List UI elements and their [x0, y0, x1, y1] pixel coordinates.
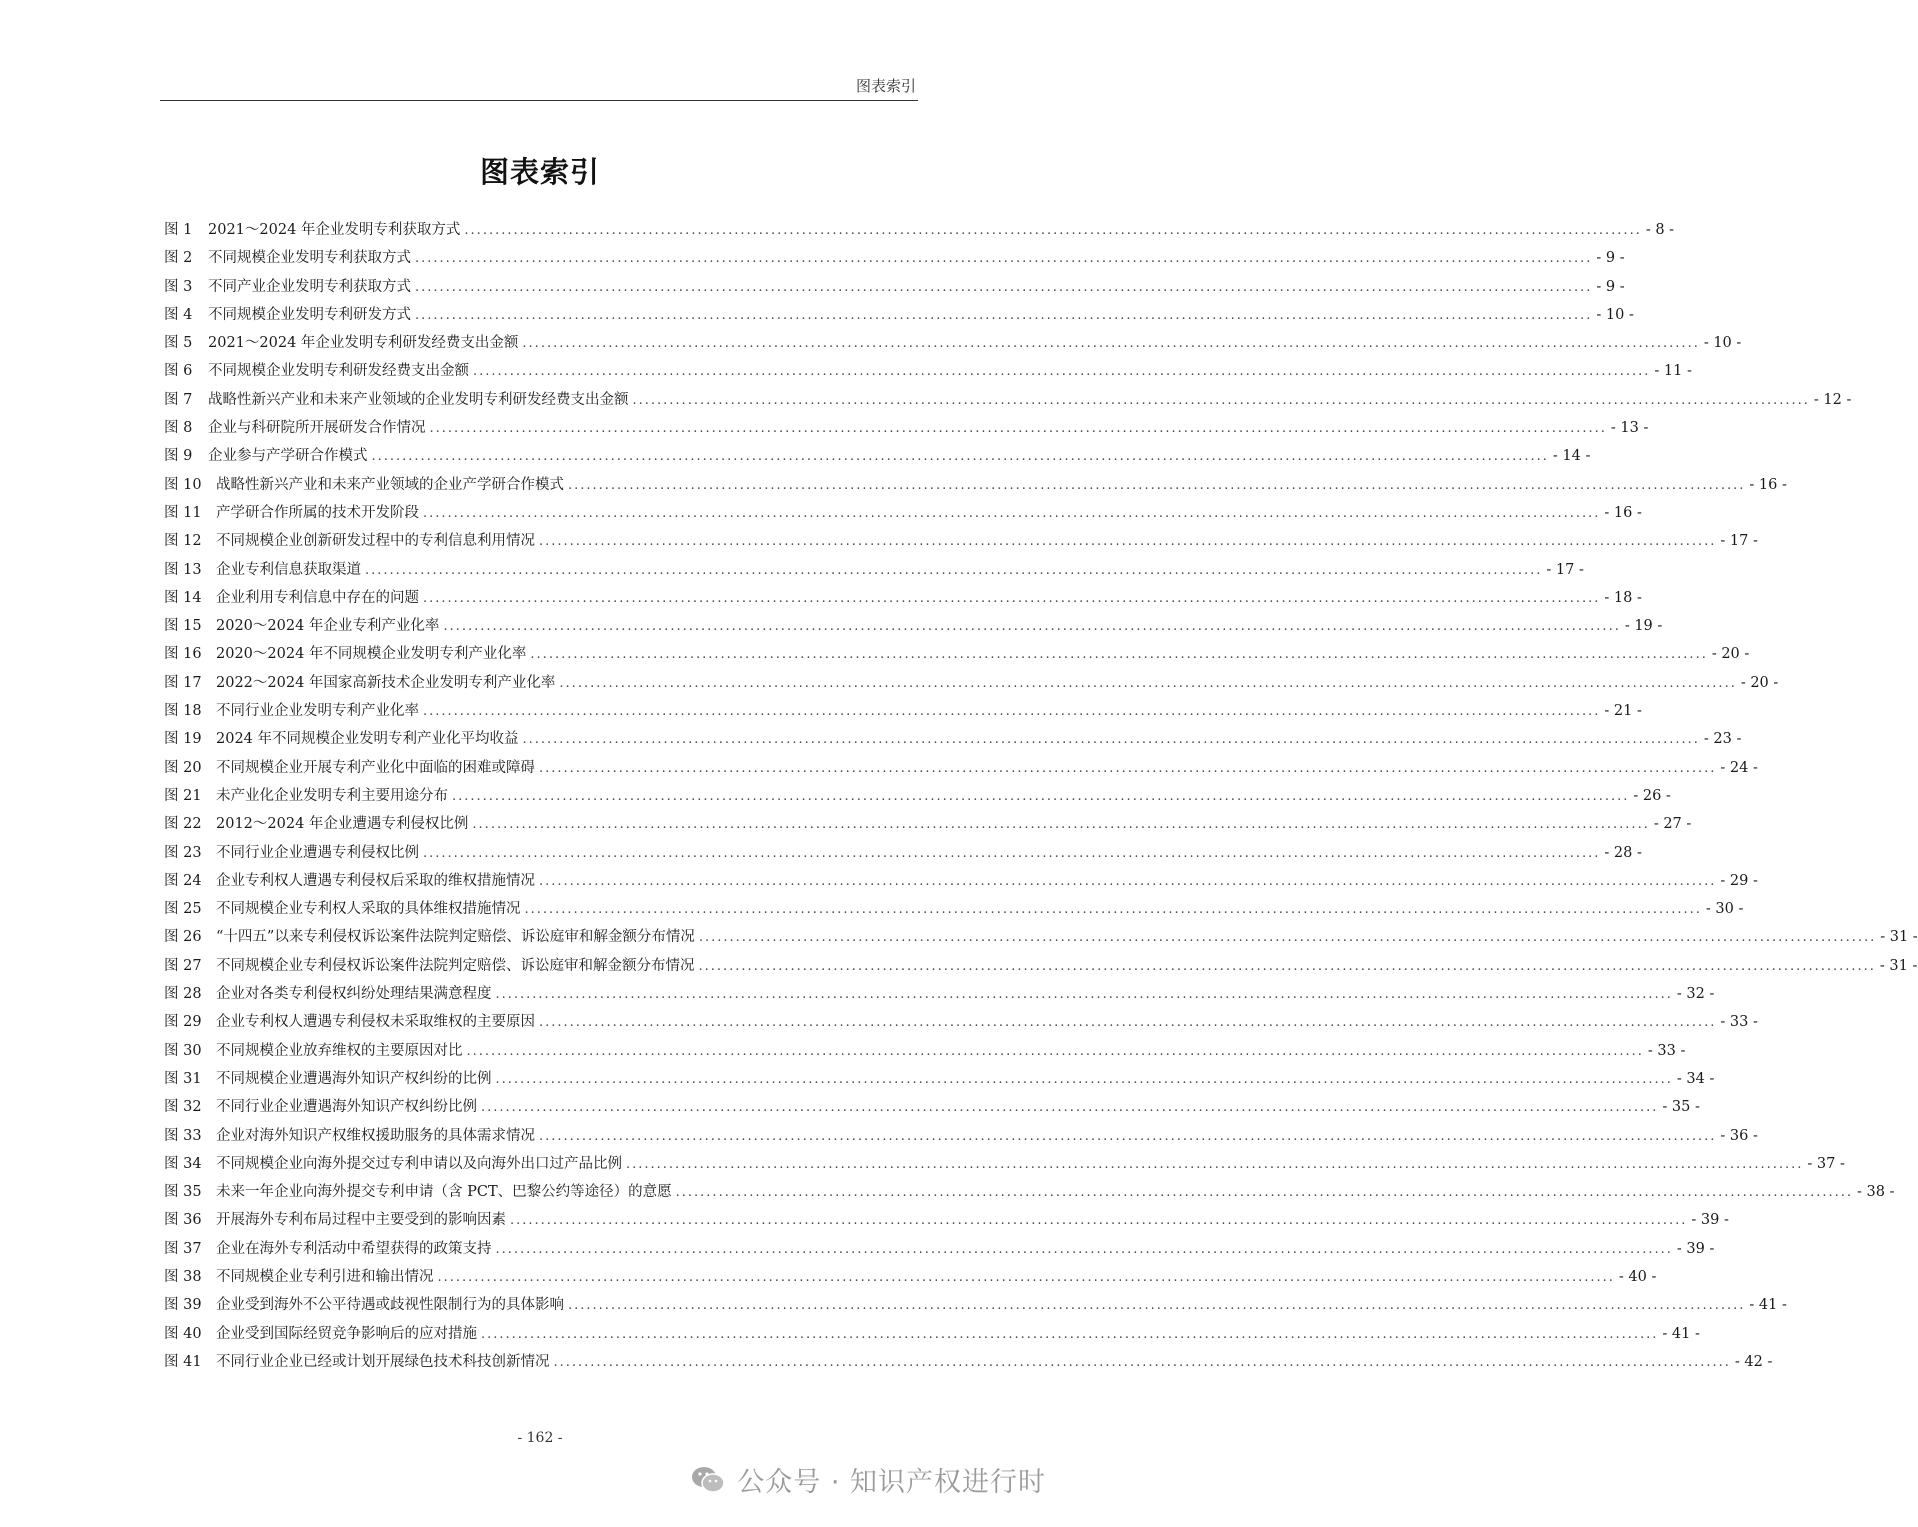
- toc-entry: [164, 1291, 1787, 1319]
- figure-title: 不同规模企业向海外提交过专利申请以及向海外出口过产品比例: [216, 1155, 622, 1172]
- figure-number: 图 19: [164, 731, 202, 748]
- dot-leader: [523, 726, 1700, 754]
- toc-entry: [164, 1150, 1845, 1178]
- figure-title: 企业对海外知识产权维权援助服务的具体需求情况: [216, 1127, 535, 1144]
- figure-number: 图 16: [164, 646, 202, 663]
- figure-number: 图 10: [164, 476, 202, 493]
- page-number: - 162 -: [517, 1430, 563, 1446]
- toc-entry: [164, 1065, 1715, 1093]
- figure-page: - 35 -: [1662, 1099, 1700, 1116]
- figure-number: 图 13: [164, 561, 202, 578]
- toc-entry: [164, 810, 1692, 838]
- figure-title: 开展海外专利布局过程中主要受到的影响因素: [216, 1212, 506, 1229]
- figure-page: - 33 -: [1720, 1014, 1758, 1031]
- dot-leader: [473, 358, 1650, 386]
- toc-entry: [164, 471, 1787, 499]
- dot-leader: [496, 1236, 1673, 1264]
- toc-entry: [164, 839, 1642, 867]
- toc-entry: [164, 301, 1634, 329]
- toc-entry: [164, 952, 1918, 980]
- figure-title: 不同规模企业创新研发过程中的专利信息利用情况: [216, 533, 535, 550]
- figure-title: 2024 年不同规模企业发明专利产业化平均收益: [216, 731, 519, 748]
- toc-entry: [164, 612, 1663, 640]
- dot-leader: [539, 1123, 1716, 1151]
- figure-number: 图 8: [164, 420, 193, 437]
- figure-page: - 10 -: [1703, 335, 1742, 352]
- figure-title: 未来一年企业向海外提交专利申请（含 PCT、巴黎公约等途径）的意愿: [216, 1184, 672, 1201]
- figure-number: 图 29: [164, 1014, 202, 1031]
- dot-leader: [496, 1066, 1673, 1094]
- figure-page: - 36 -: [1720, 1127, 1758, 1144]
- figure-title: 2020～2024 年不同规模企业发明专利产业化率: [216, 646, 527, 663]
- figure-number: 图 40: [164, 1325, 202, 1342]
- figure-number: 图 24: [164, 872, 202, 889]
- toc-entry: [164, 923, 1918, 951]
- toc-entry: [164, 782, 1671, 810]
- figure-page: - 31 -: [1880, 929, 1918, 946]
- figure-number: 图 6: [164, 363, 193, 380]
- figure-title: 不同产业企业发明专利获取方式: [208, 278, 411, 295]
- figure-title: 2012～2024 年企业遭遇专利侵权比例: [216, 816, 469, 833]
- watermark: [691, 1460, 1046, 1499]
- toc-entry: [164, 1122, 1758, 1150]
- toc-entry: [164, 895, 1744, 923]
- figure-title: 2021～2024 年企业发明专利研发经费支出金额: [208, 335, 519, 352]
- toc-entry: [164, 980, 1715, 1008]
- figure-number: 图 39: [164, 1297, 202, 1314]
- figure-number: 图 4: [164, 306, 193, 323]
- toc-entry: [164, 1037, 1686, 1065]
- figure-number: 图 32: [164, 1099, 202, 1116]
- figure-number: 图 17: [164, 674, 202, 691]
- toc-entry: [164, 1348, 1773, 1376]
- toc-entry: [164, 640, 1750, 668]
- figure-number: 图 15: [164, 618, 202, 635]
- dot-leader: [423, 500, 1600, 528]
- figure-title: 企业受到国际经贸竞争影响后的应对措施: [216, 1325, 477, 1342]
- figure-title: 不同规模企业发明专利研发经费支出金额: [208, 363, 469, 380]
- running-header: [160, 74, 918, 101]
- dot-leader: [699, 924, 1876, 952]
- dot-leader: [452, 783, 1629, 811]
- dot-leader: [423, 840, 1600, 868]
- figure-title: 不同规模企业专利引进和输出情况: [216, 1268, 434, 1285]
- dot-leader: [676, 1179, 1853, 1207]
- dot-leader: [438, 1264, 1615, 1292]
- dot-leader: [539, 528, 1716, 556]
- figure-title: 不同规模企业放弃维权的主要原因对比: [216, 1042, 463, 1059]
- figure-number: 图 7: [164, 391, 193, 408]
- figure-index-list: [164, 216, 1918, 1376]
- toc-entry: [164, 754, 1758, 782]
- dot-leader: [539, 868, 1716, 896]
- toc-entry: [164, 867, 1758, 895]
- figure-page: - 10 -: [1596, 306, 1634, 323]
- dot-leader: [423, 585, 1600, 613]
- toc-entry: [164, 244, 1625, 272]
- figure-page: - 9 -: [1596, 250, 1625, 267]
- figure-page: - 41 -: [1749, 1297, 1787, 1314]
- figure-page: - 34 -: [1676, 1070, 1715, 1087]
- figure-page: - 17 -: [1720, 533, 1758, 550]
- dot-leader: [464, 217, 1641, 245]
- figure-page: - 16 -: [1749, 476, 1787, 493]
- figure-number: 图 14: [164, 589, 202, 606]
- dot-leader: [539, 755, 1716, 783]
- figure-number: 图 5: [164, 335, 193, 352]
- figure-page: - 13 -: [1610, 420, 1649, 437]
- dot-leader: [554, 1349, 1731, 1377]
- figure-page: - 26 -: [1633, 787, 1671, 804]
- dot-leader: [481, 1321, 1658, 1349]
- figure-title: 不同规模企业发明专利研发方式: [208, 306, 411, 323]
- dot-leader: [568, 472, 1745, 500]
- toc-entry: [164, 725, 1742, 753]
- dot-leader: [372, 443, 1549, 471]
- figure-title: 企业在海外专利活动中希望获得的政策支持: [216, 1240, 492, 1257]
- dot-leader: [415, 245, 1592, 273]
- toc-entry: [164, 1235, 1715, 1263]
- figure-title: 不同行业企业遭遇专利侵权比例: [216, 844, 419, 861]
- dot-leader: [522, 330, 1699, 358]
- figure-title: 企业专利权人遭遇专利侵权未采取维权的主要原因: [216, 1014, 535, 1031]
- figure-page: - 24 -: [1720, 759, 1758, 776]
- dot-leader: [633, 387, 1810, 415]
- figure-title: 不同行业企业已经或计划开展绿色技术科技创新情况: [216, 1353, 550, 1370]
- toc-entry: [164, 527, 1758, 555]
- figure-number: 图 12: [164, 533, 202, 550]
- figure-number: 图 25: [164, 901, 202, 918]
- figure-page: - 39 -: [1691, 1212, 1729, 1229]
- dot-leader: [525, 896, 1702, 924]
- figure-page: - 30 -: [1705, 901, 1744, 918]
- figure-number: 图 2: [164, 250, 193, 267]
- figure-title: 企业与科研院所开展研发合作情况: [208, 420, 426, 437]
- figure-title: 不同行业企业遭遇海外知识产权纠纷比例: [216, 1099, 477, 1116]
- figure-title: 2020～2024 年企业专利产业化率: [216, 618, 440, 635]
- figure-page: - 32 -: [1676, 986, 1715, 1003]
- figure-title: 不同规模企业发明专利获取方式: [208, 250, 411, 267]
- figure-page: - 39 -: [1676, 1240, 1715, 1257]
- figure-page: - 23 -: [1703, 731, 1742, 748]
- figure-title: 企业对各类专利侵权纠纷处理结果满意程度: [216, 986, 492, 1003]
- figure-page: - 28 -: [1604, 844, 1642, 861]
- dot-leader: [430, 415, 1607, 443]
- figure-page: - 29 -: [1720, 872, 1758, 889]
- figure-page: - 8 -: [1645, 222, 1675, 238]
- figure-page: - 20 -: [1711, 646, 1750, 663]
- toc-entry: [164, 329, 1742, 357]
- page-title: 图表索引: [479, 155, 600, 189]
- figure-number: 图 27: [164, 957, 202, 974]
- watermark-text: 公众号 · 知识产权进行时: [737, 1467, 1046, 1498]
- figure-page: - 33 -: [1647, 1042, 1686, 1059]
- figure-title: “十四五”以来专利侵权诉讼案件法院判定赔偿、诉讼庭审和解金额分布情况: [216, 929, 695, 946]
- figure-page: - 19 -: [1624, 618, 1663, 635]
- figure-title: 不同行业企业发明专利产业化率: [216, 703, 419, 720]
- figure-number: 图 34: [164, 1155, 202, 1172]
- dot-leader: [539, 1009, 1716, 1037]
- figure-page: - 27 -: [1653, 816, 1692, 833]
- dot-leader: [423, 698, 1600, 726]
- toc-entry: [164, 442, 1591, 470]
- figure-title: 不同规模企业专利权人采取的具体维权措施情况: [216, 901, 521, 918]
- figure-page: - 18 -: [1604, 589, 1642, 606]
- figure-title: 企业专利权人遭遇专利侵权后采取的维权措施情况: [216, 872, 535, 889]
- figure-number: 图 21: [164, 787, 202, 804]
- figure-page: - 41 -: [1662, 1325, 1700, 1342]
- toc-entry: [164, 414, 1649, 442]
- dot-leader: [559, 670, 1736, 698]
- figure-number: 图 23: [164, 844, 202, 861]
- toc-entry: [164, 584, 1642, 612]
- figure-title: 战略性新兴产业和未来产业领域的企业发明专利研发经费支出金额: [208, 391, 629, 408]
- figure-title: 未产业化企业发明专利主要用途分布: [216, 787, 448, 804]
- figure-page: - 11 -: [1654, 363, 1692, 380]
- dot-leader: [626, 1151, 1803, 1179]
- figure-number: 图 37: [164, 1240, 202, 1257]
- figure-number: 图 41: [164, 1353, 202, 1370]
- figure-number: 图 9: [164, 448, 193, 465]
- wechat-icon: [691, 1465, 725, 1495]
- dot-leader: [443, 613, 1620, 641]
- running-header-title: 图表索引: [855, 77, 916, 95]
- figure-page: - 16 -: [1604, 504, 1642, 521]
- dot-leader: [415, 302, 1592, 330]
- figure-title: 企业利用专利信息中存在的问题: [216, 589, 419, 606]
- dot-leader: [467, 1038, 1644, 1066]
- dot-leader: [365, 557, 1542, 585]
- toc-entry: [164, 556, 1584, 584]
- figure-page: - 12 -: [1813, 391, 1852, 408]
- toc-entry: [164, 1320, 1700, 1348]
- dot-leader: [481, 1094, 1658, 1122]
- dot-leader: [472, 811, 1649, 839]
- figure-title: 企业受到海外不公平待遇或歧视性限制行为的具体影响: [216, 1297, 564, 1314]
- figure-number: 图 31: [164, 1070, 202, 1087]
- figure-page: - 17 -: [1546, 561, 1584, 578]
- dot-leader: [699, 953, 1876, 981]
- toc-entry: [164, 1178, 1895, 1206]
- toc-entry: [164, 1093, 1700, 1121]
- figure-number: 图 35: [164, 1184, 202, 1201]
- figure-number: 图 28: [164, 986, 202, 1003]
- figure-number: 图 1: [164, 222, 193, 238]
- dot-leader: [415, 274, 1592, 302]
- toc-entry: [164, 1206, 1729, 1234]
- figure-title: 不同规模企业遭遇海外知识产权纠纷的比例: [216, 1070, 492, 1087]
- toc-entry: [164, 216, 1675, 244]
- figure-page: - 9 -: [1596, 278, 1625, 295]
- figure-page: - 37 -: [1807, 1155, 1845, 1172]
- dot-leader: [510, 1207, 1687, 1235]
- figure-page: - 21 -: [1604, 703, 1642, 720]
- figure-number: 图 22: [164, 816, 202, 833]
- figure-number: 图 20: [164, 759, 202, 776]
- figure-number: 图 30: [164, 1042, 202, 1059]
- figure-title: 2022～2024 年国家高新技术企业发明专利产业化率: [216, 674, 556, 691]
- toc-entry: [164, 669, 1779, 697]
- dot-leader: [530, 641, 1707, 669]
- figure-title: 2021～2024 年企业发明专利获取方式: [208, 222, 461, 238]
- figure-number: 图 18: [164, 703, 202, 720]
- figure-number: 图 36: [164, 1212, 202, 1229]
- figure-number: 图 26: [164, 929, 202, 946]
- figure-title: 产学研合作所属的技术开发阶段: [216, 504, 419, 521]
- figure-page: - 20 -: [1740, 674, 1779, 691]
- dot-leader: [568, 1292, 1745, 1320]
- toc-entry: [164, 697, 1642, 725]
- figure-number: 图 3: [164, 278, 193, 295]
- toc-entry: [164, 499, 1642, 527]
- figure-number: 图 11: [164, 504, 202, 521]
- toc-entry: [164, 386, 1852, 414]
- toc-entry: [164, 1008, 1758, 1036]
- figure-number: 图 38: [164, 1268, 202, 1285]
- figure-page: - 42 -: [1734, 1353, 1773, 1370]
- figure-title: 不同规模企业专利侵权诉讼案件法院判定赔偿、诉讼庭审和解金额分布情况: [216, 957, 695, 974]
- figure-page: - 31 -: [1879, 957, 1918, 974]
- figure-number: 图 33: [164, 1127, 202, 1144]
- figure-page: - 40 -: [1618, 1268, 1657, 1285]
- figure-title: 企业专利信息获取渠道: [216, 561, 361, 578]
- toc-entry: [164, 357, 1692, 385]
- dot-leader: [496, 981, 1673, 1009]
- figure-title: 企业参与产学研合作模式: [208, 448, 368, 465]
- figure-title: 不同规模企业开展专利产业化中面临的困难或障碍: [216, 759, 535, 776]
- toc-entry: [164, 273, 1625, 301]
- figure-page: - 14 -: [1552, 448, 1591, 465]
- figure-page: - 38 -: [1857, 1184, 1895, 1201]
- figure-title: 战略性新兴产业和未来产业领域的企业产学研合作模式: [216, 476, 564, 493]
- toc-entry: [164, 1263, 1657, 1291]
